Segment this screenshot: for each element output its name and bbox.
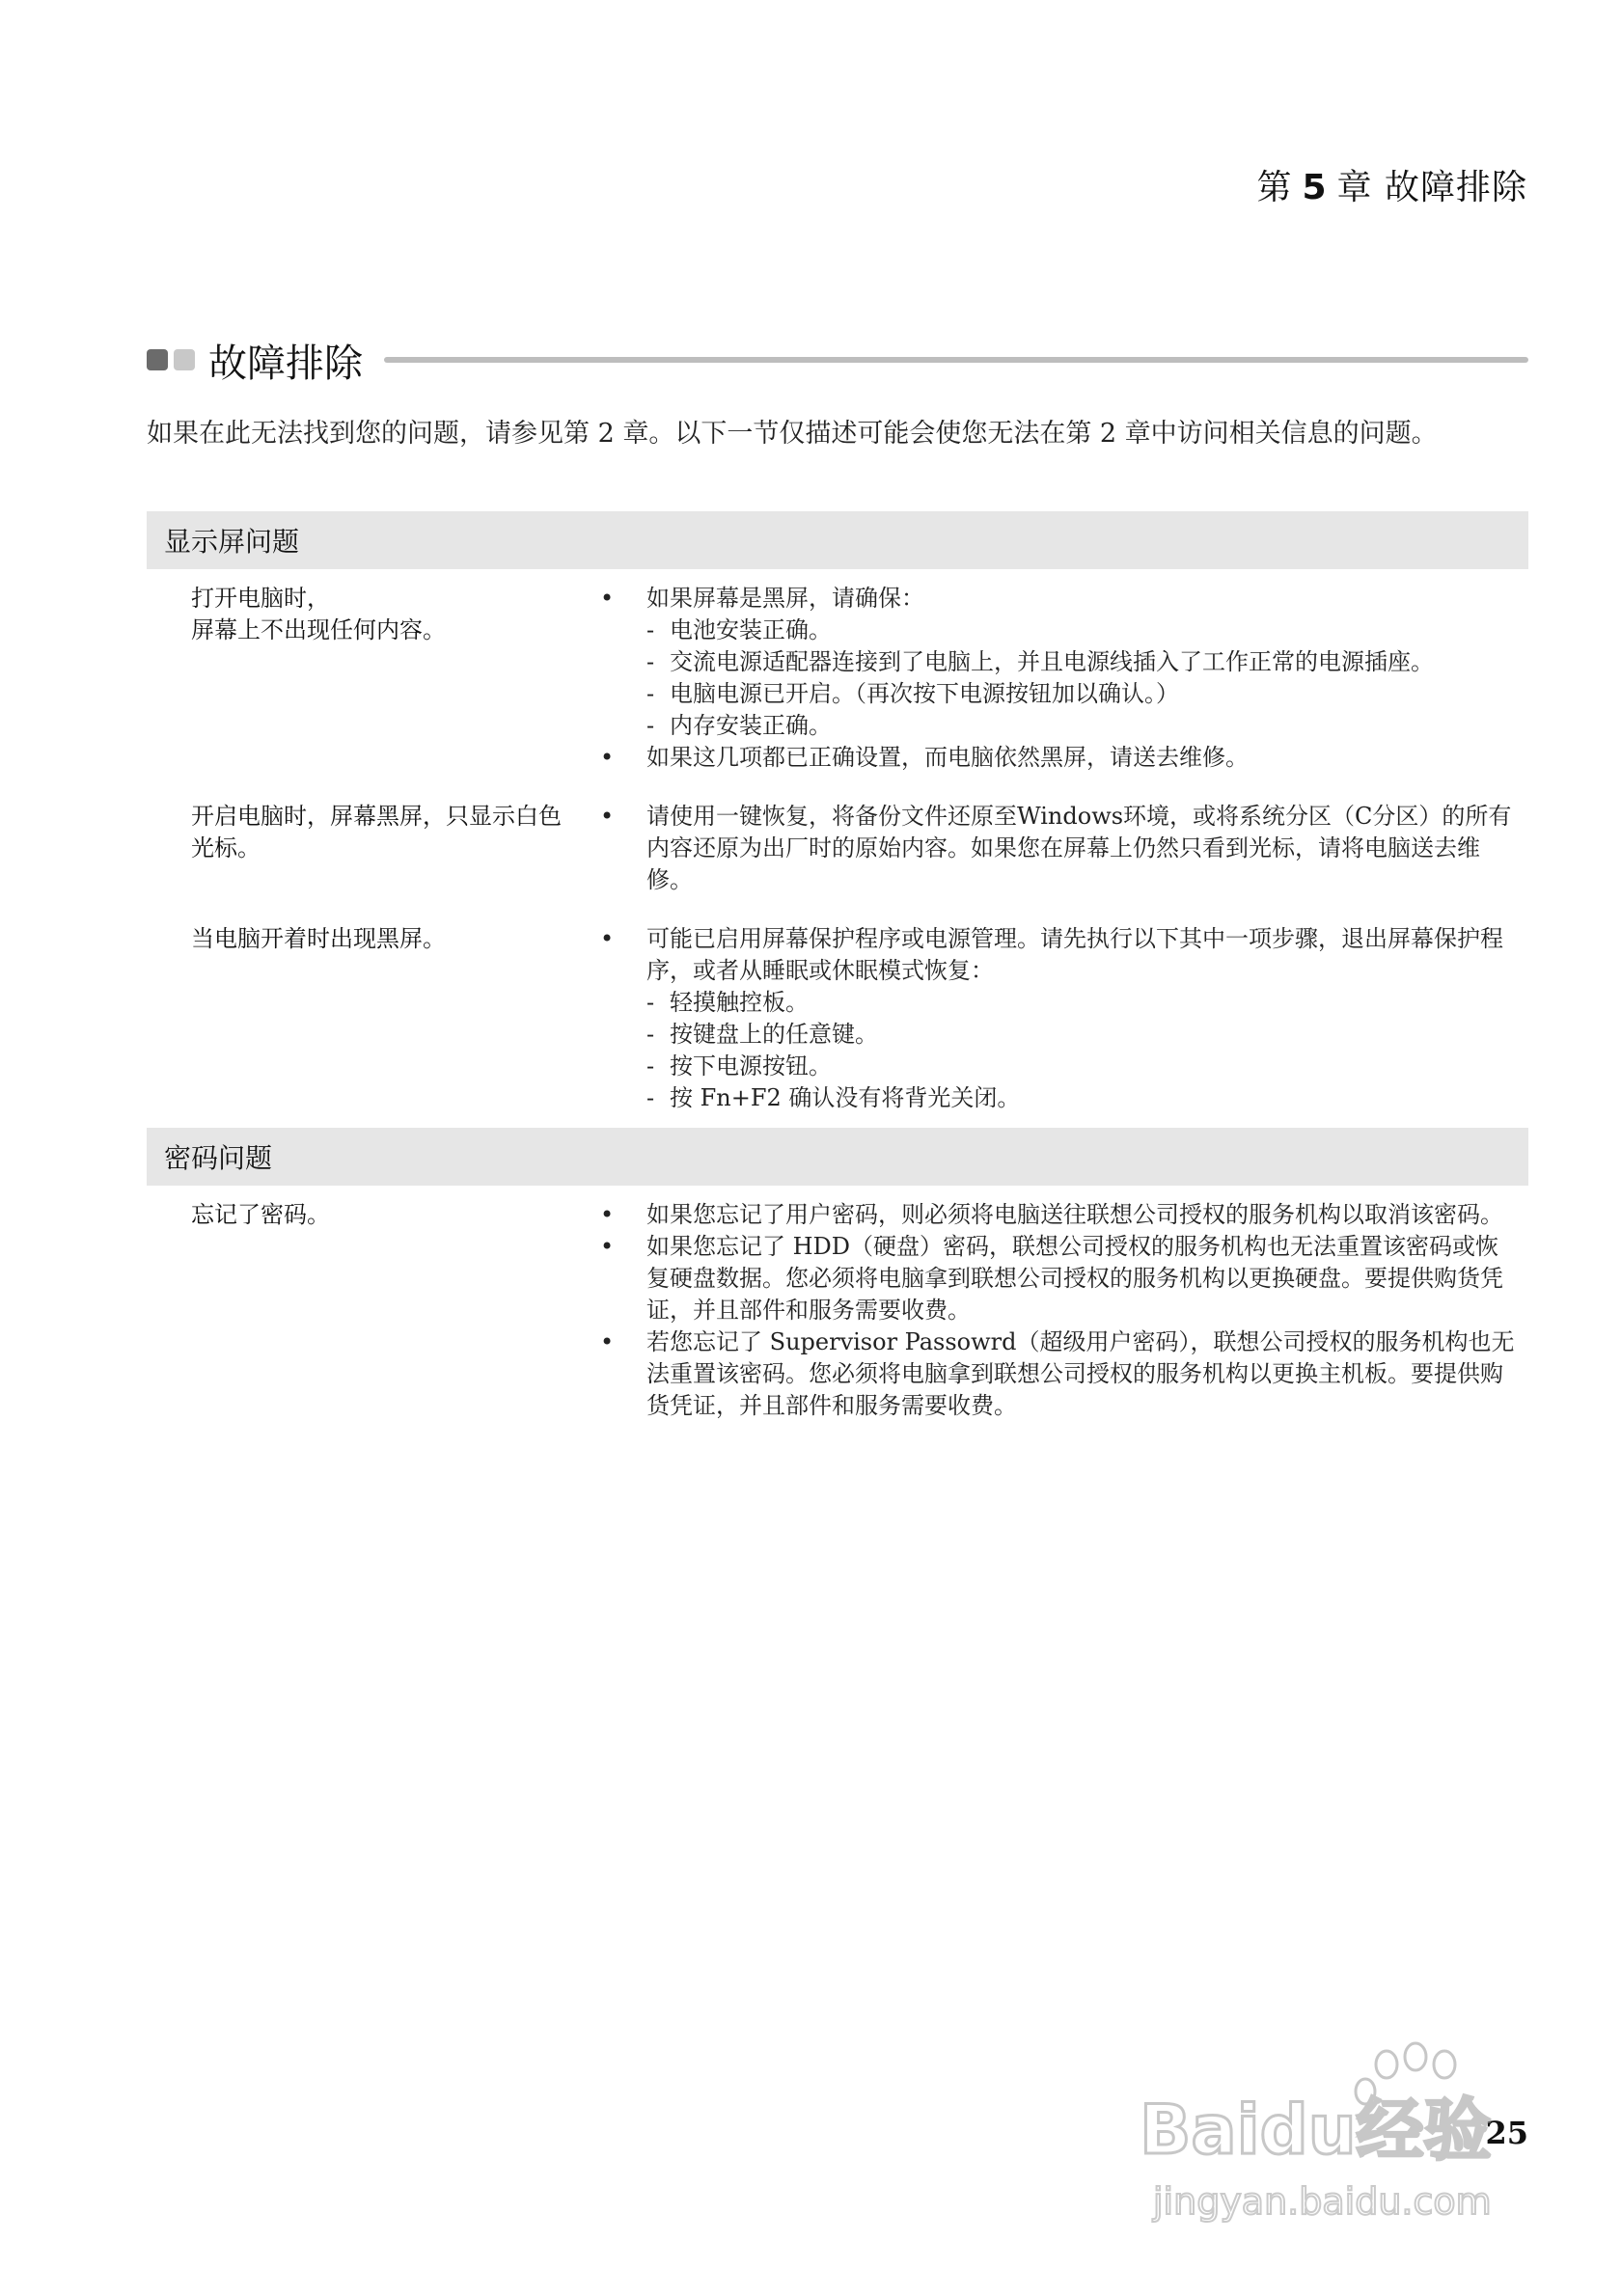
solution-bullet: [587, 1326, 1528, 1422]
troubleshooting-table: [147, 511, 1528, 1435]
bullet-text: 如果您忘记了 HDD（硬盘）密码，联想公司授权的服务机构也无法重置该密码或恢复硬盘数据。您必须将电脑拿到联想公司授权的服务机构以更换硬盘。要提供购货凭证，并且部件和服务需要收费。: [646, 1233, 1503, 1324]
dash-icon: -: [646, 616, 655, 643]
solution-bullet: [587, 742, 1528, 774]
sub-item-list: [587, 987, 1528, 1114]
problem-description: 当电脑开着时出现黑屏。: [191, 925, 446, 952]
heading-rule: [384, 357, 1528, 363]
sub-item: [646, 678, 1521, 710]
bullet-icon: •: [600, 744, 615, 771]
bullet-icon: •: [600, 1201, 615, 1228]
sub-item-text: 按键盘上的任意键。: [670, 1021, 878, 1048]
sub-item-text: 轻摸触控板。: [670, 989, 809, 1016]
sub-item-text: 按 Fn+F2 确认没有将背光关闭。: [670, 1084, 1021, 1111]
chapter-number: 5: [1302, 168, 1328, 207]
category-header: 显示屏问题: [147, 511, 1528, 569]
sub-item: [646, 987, 1521, 1019]
sub-item-text: 交流电源适配器连接到了电脑上，并且电源线插入了工作正常的电源插座。: [670, 648, 1434, 675]
sub-item: [646, 710, 1521, 742]
dash-icon: -: [646, 680, 655, 707]
bullet-text: 如果屏幕是黑屏，请确保：: [646, 585, 924, 612]
chapter-prefix: 第: [1256, 168, 1293, 207]
solution-bullet: [587, 1199, 1528, 1231]
solution-bullet: [587, 923, 1528, 987]
sub-item-list: [587, 615, 1528, 742]
solution-bullet: [587, 583, 1528, 615]
intro-paragraph: 如果在此无法找到您的问题，请参见第 2 章。以下一节仅描述可能会使您无法在第 2 章中访问相关信息的问题。: [147, 419, 1438, 449]
sub-item-text: 按下电源按钮。: [670, 1052, 832, 1080]
bullet-icon: •: [600, 925, 615, 952]
solution-bullet: [587, 801, 1528, 896]
dash-icon: -: [646, 1021, 655, 1048]
paw-toe-icon: [1376, 2051, 1397, 2078]
bullet-text: 可能已启用屏幕保护程序或电源管理。请先执行以下其中一项步骤，退出屏幕保护程序，或者从睡眠或休眠模式恢复：: [646, 925, 1503, 984]
bullet-text: 请使用一键恢复，将备份文件还原至Windows环境，或将系统分区（C分区）的所有内容还原为出厂时的原始内容。如果您在屏幕上仍然只看到光标，请将电脑送去维修。: [646, 803, 1512, 893]
page-number: 25: [1485, 2115, 1528, 2151]
sub-item: [646, 1082, 1521, 1114]
sub-item: [646, 1051, 1521, 1082]
problem-description: 开启电脑时，屏幕黑屏，只显示白色光标。: [191, 803, 562, 861]
watermark-url: jingyan.baidu.com: [1153, 2180, 1492, 2223]
bullet-icon: •: [600, 1233, 615, 1260]
dash-icon: -: [646, 712, 655, 739]
bullet-icon: •: [600, 585, 615, 612]
dash-icon: -: [646, 1052, 655, 1080]
problem-description: 打开电脑时， 屏幕上不出现任何内容。: [191, 585, 446, 643]
category-header: 密码问题: [147, 1128, 1528, 1186]
dash-icon: -: [646, 989, 655, 1016]
solution-list: [587, 583, 1528, 774]
problem-row: [147, 787, 1528, 910]
solution-list: [587, 1199, 1528, 1422]
heading-square-light-icon: [174, 349, 195, 370]
sub-item: [646, 615, 1521, 646]
solution-list: [587, 923, 1528, 1114]
problem-row: [147, 910, 1528, 1128]
bullet-icon: •: [600, 1328, 615, 1355]
bullet-text: 若您忘记了 Supervisor Passowrd（超级用户密码），联想公司授权的服务机构也无法重置该密码。您必须将电脑拿到联想公司授权的服务机构以更换主机板。要提供购货凭证，并且部件和服务需要收费。: [646, 1328, 1515, 1419]
heading-square-dark-icon: [147, 349, 168, 370]
solution-bullet: [587, 1231, 1528, 1326]
watermark-brand: Baidu经验: [1140, 2091, 1492, 2170]
bullet-icon: •: [600, 803, 615, 830]
section-title: 故障排除: [208, 341, 363, 386]
bullet-text: 如果您忘记了用户密码，则必须将电脑送往联想公司授权的服务机构以取消该密码。: [646, 1201, 1503, 1228]
sub-item: [646, 1019, 1521, 1051]
section-heading: [147, 336, 1528, 384]
sub-item: [646, 646, 1521, 678]
solution-list: [587, 801, 1528, 896]
baidu-watermark: [1134, 2036, 1539, 2228]
paw-toe-icon: [1405, 2043, 1426, 2070]
problem-row: [147, 1186, 1528, 1435]
chapter-title: 章 故障排除: [1336, 168, 1527, 207]
bullet-text: 如果这几项都已正确设置，而电脑依然黑屏，请送去维修。: [646, 744, 1249, 771]
dash-icon: -: [646, 1084, 655, 1111]
sub-item-text: 电池安装正确。: [670, 616, 832, 643]
chapter-header: [1256, 160, 1527, 209]
problem-description: 忘记了密码。: [191, 1201, 330, 1228]
dash-icon: -: [646, 648, 655, 675]
sub-item-text: 内存安装正确。: [670, 712, 832, 739]
sub-item-text: 电脑电源已开启。（再次按下电源按钮加以确认。）: [670, 680, 1179, 707]
paw-toe-icon: [1434, 2051, 1455, 2078]
problem-row: [147, 569, 1528, 787]
